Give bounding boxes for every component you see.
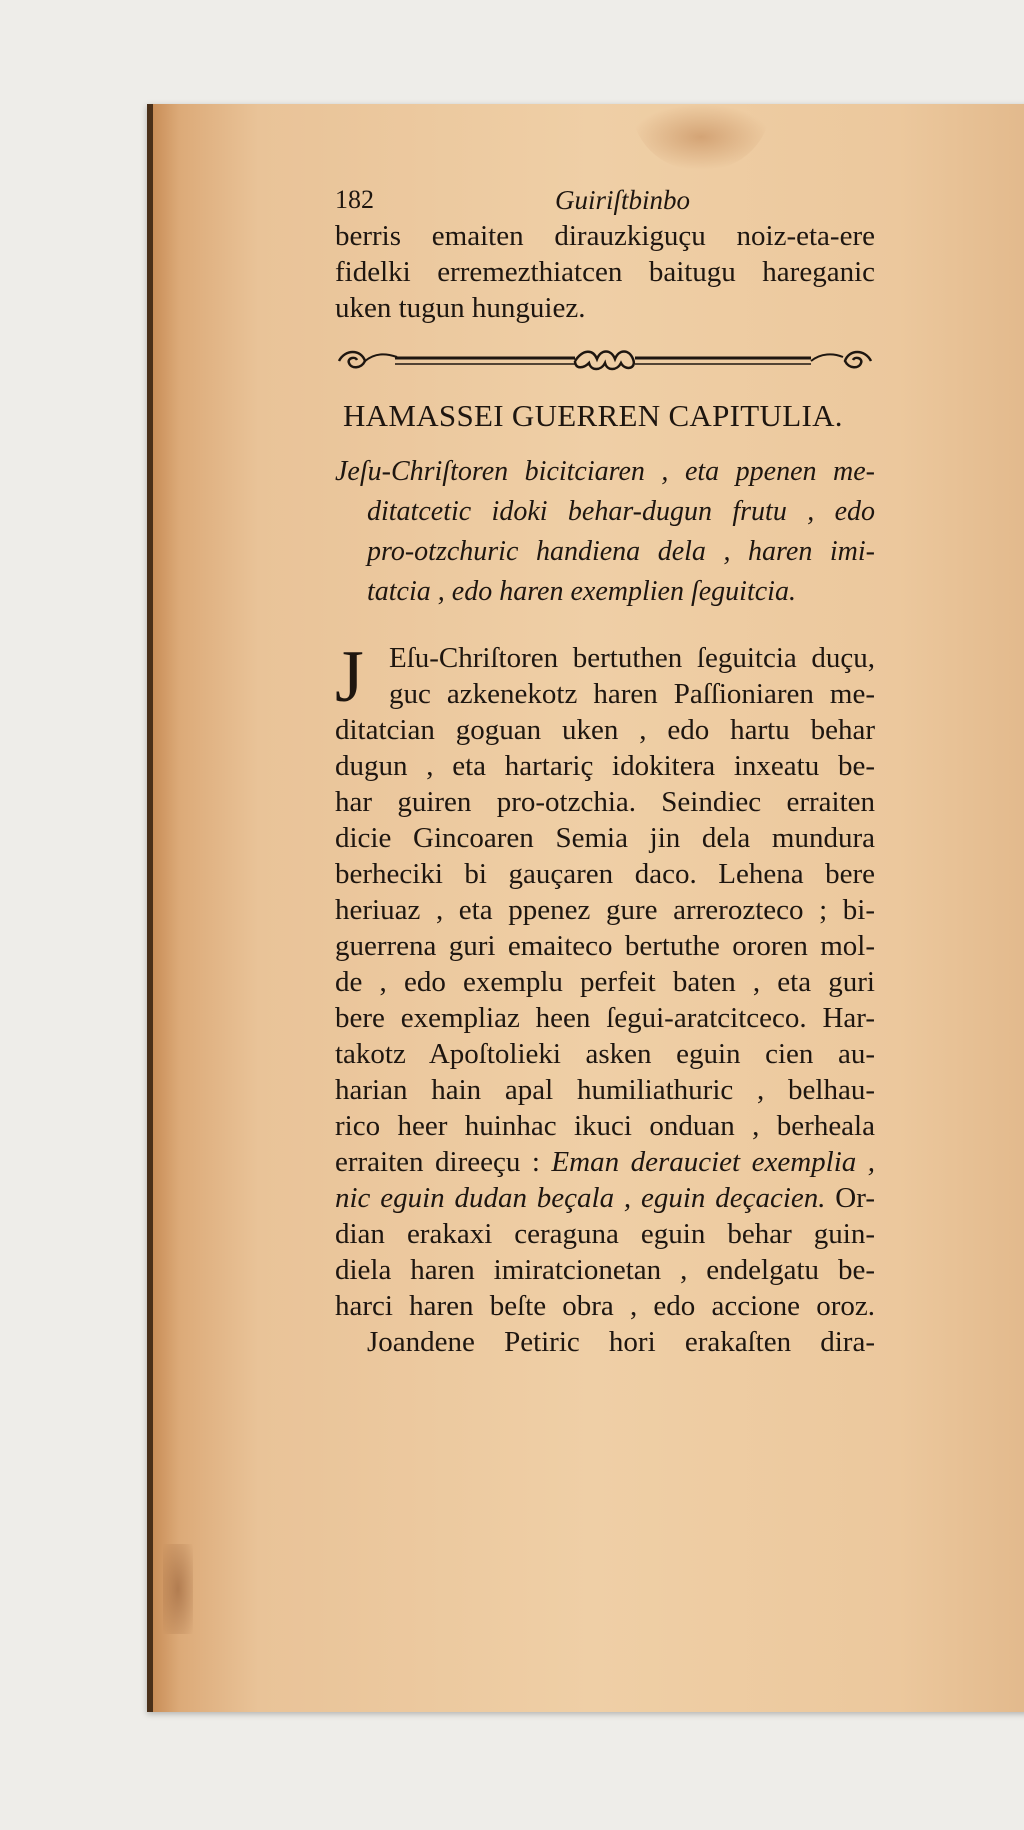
ornamental-rule <box>335 344 875 378</box>
intro-line: fidelki erremezthiatcen baitugu hareganic <box>335 256 875 288</box>
intro-line: uken tugun hunguiez. <box>335 292 586 324</box>
body-line: guc azkenekotz haren Paſſioniaren me- <box>389 678 875 710</box>
running-head <box>335 182 875 218</box>
body-line: harci haren beſte obra , edo accione oroz. <box>335 1290 875 1322</box>
body-line: diela haren imiratcionetan , endelgatu be- <box>335 1254 875 1286</box>
quote-text: nic eguin dudan beçala , eguin deçacien. <box>335 1182 826 1214</box>
body-line: harian hain apal humiliathuric , belhau- <box>335 1074 875 1106</box>
body-line: berheciki bi gauçaren daco. Lehena bere <box>335 858 875 890</box>
body-line: har guiren pro-otzchia. Seindiec erraiten <box>335 786 875 818</box>
summary-line: Jeſu-Chriſtoren bicitciaren , eta ppenen me- <box>335 456 875 487</box>
body-line: dicie Gincoaren Semia jin dela mundura <box>335 822 875 854</box>
summary-line: ditatcetic idoki behar-dugun frutu , edo <box>367 496 875 527</box>
body-line: dian erakaxi ceraguna eguin behar guin- <box>335 1218 875 1250</box>
body-line: ditatcian goguan uken , edo hartu behar <box>335 714 875 746</box>
quote-lead: erraiten direeçu : <box>335 1146 552 1178</box>
intro-line: berris emaiten dirauzkiguçu noiz-eta-ere <box>335 220 875 252</box>
paper-edge-stain <box>163 1544 193 1634</box>
page-number: 182 <box>335 185 374 214</box>
body-line: guerrena guri emaiteco bertuthe ororen mol- <box>335 930 875 962</box>
body-line-quote <box>335 1144 875 1180</box>
intro-paragraph <box>335 218 875 326</box>
paper-stain <box>631 104 771 170</box>
body-line: rico heer huinhac ikuci onduan , berheala <box>335 1110 875 1142</box>
chapter-title: HAMASSEI GUERREN CAPITULIA. <box>343 398 843 433</box>
quote-text: Eman derauciet exemplia , <box>551 1146 876 1178</box>
chapter-summary <box>335 452 875 612</box>
body-line: Eſu-Chriſtoren bertuthen ſeguitcia duçu, <box>389 642 875 674</box>
running-title: Guiriſtbinbo <box>555 185 691 215</box>
body-line: dugun , eta hartariç idokitera inxeatu be- <box>335 750 875 782</box>
body-line: bere exempliaz heen ſegui-aratcitceco. Har- <box>335 1002 875 1034</box>
body-line: takotz Apoſtolieki asken eguin cien au- <box>335 1038 875 1070</box>
body-line: de , edo exemplu perfeit baten , eta guri <box>335 966 875 998</box>
summary-line: pro-otzchuric handiena dela , haren imi- <box>367 536 875 567</box>
quote-tail: Or- <box>825 1182 875 1214</box>
page-text <box>335 182 875 1360</box>
summary-line: tatcia , edo haren exemplien ſeguitcia. <box>367 576 796 607</box>
body-paragraph <box>335 636 876 1360</box>
drop-cap: J <box>335 636 364 718</box>
body-line-quote <box>335 1180 875 1216</box>
body-line: Joandene Petiric hori erakaſten dira- <box>367 1326 875 1358</box>
body-line: heriuaz , eta ppenez gure arrerozteco ; bi- <box>335 894 875 926</box>
book-page <box>147 104 1024 1712</box>
